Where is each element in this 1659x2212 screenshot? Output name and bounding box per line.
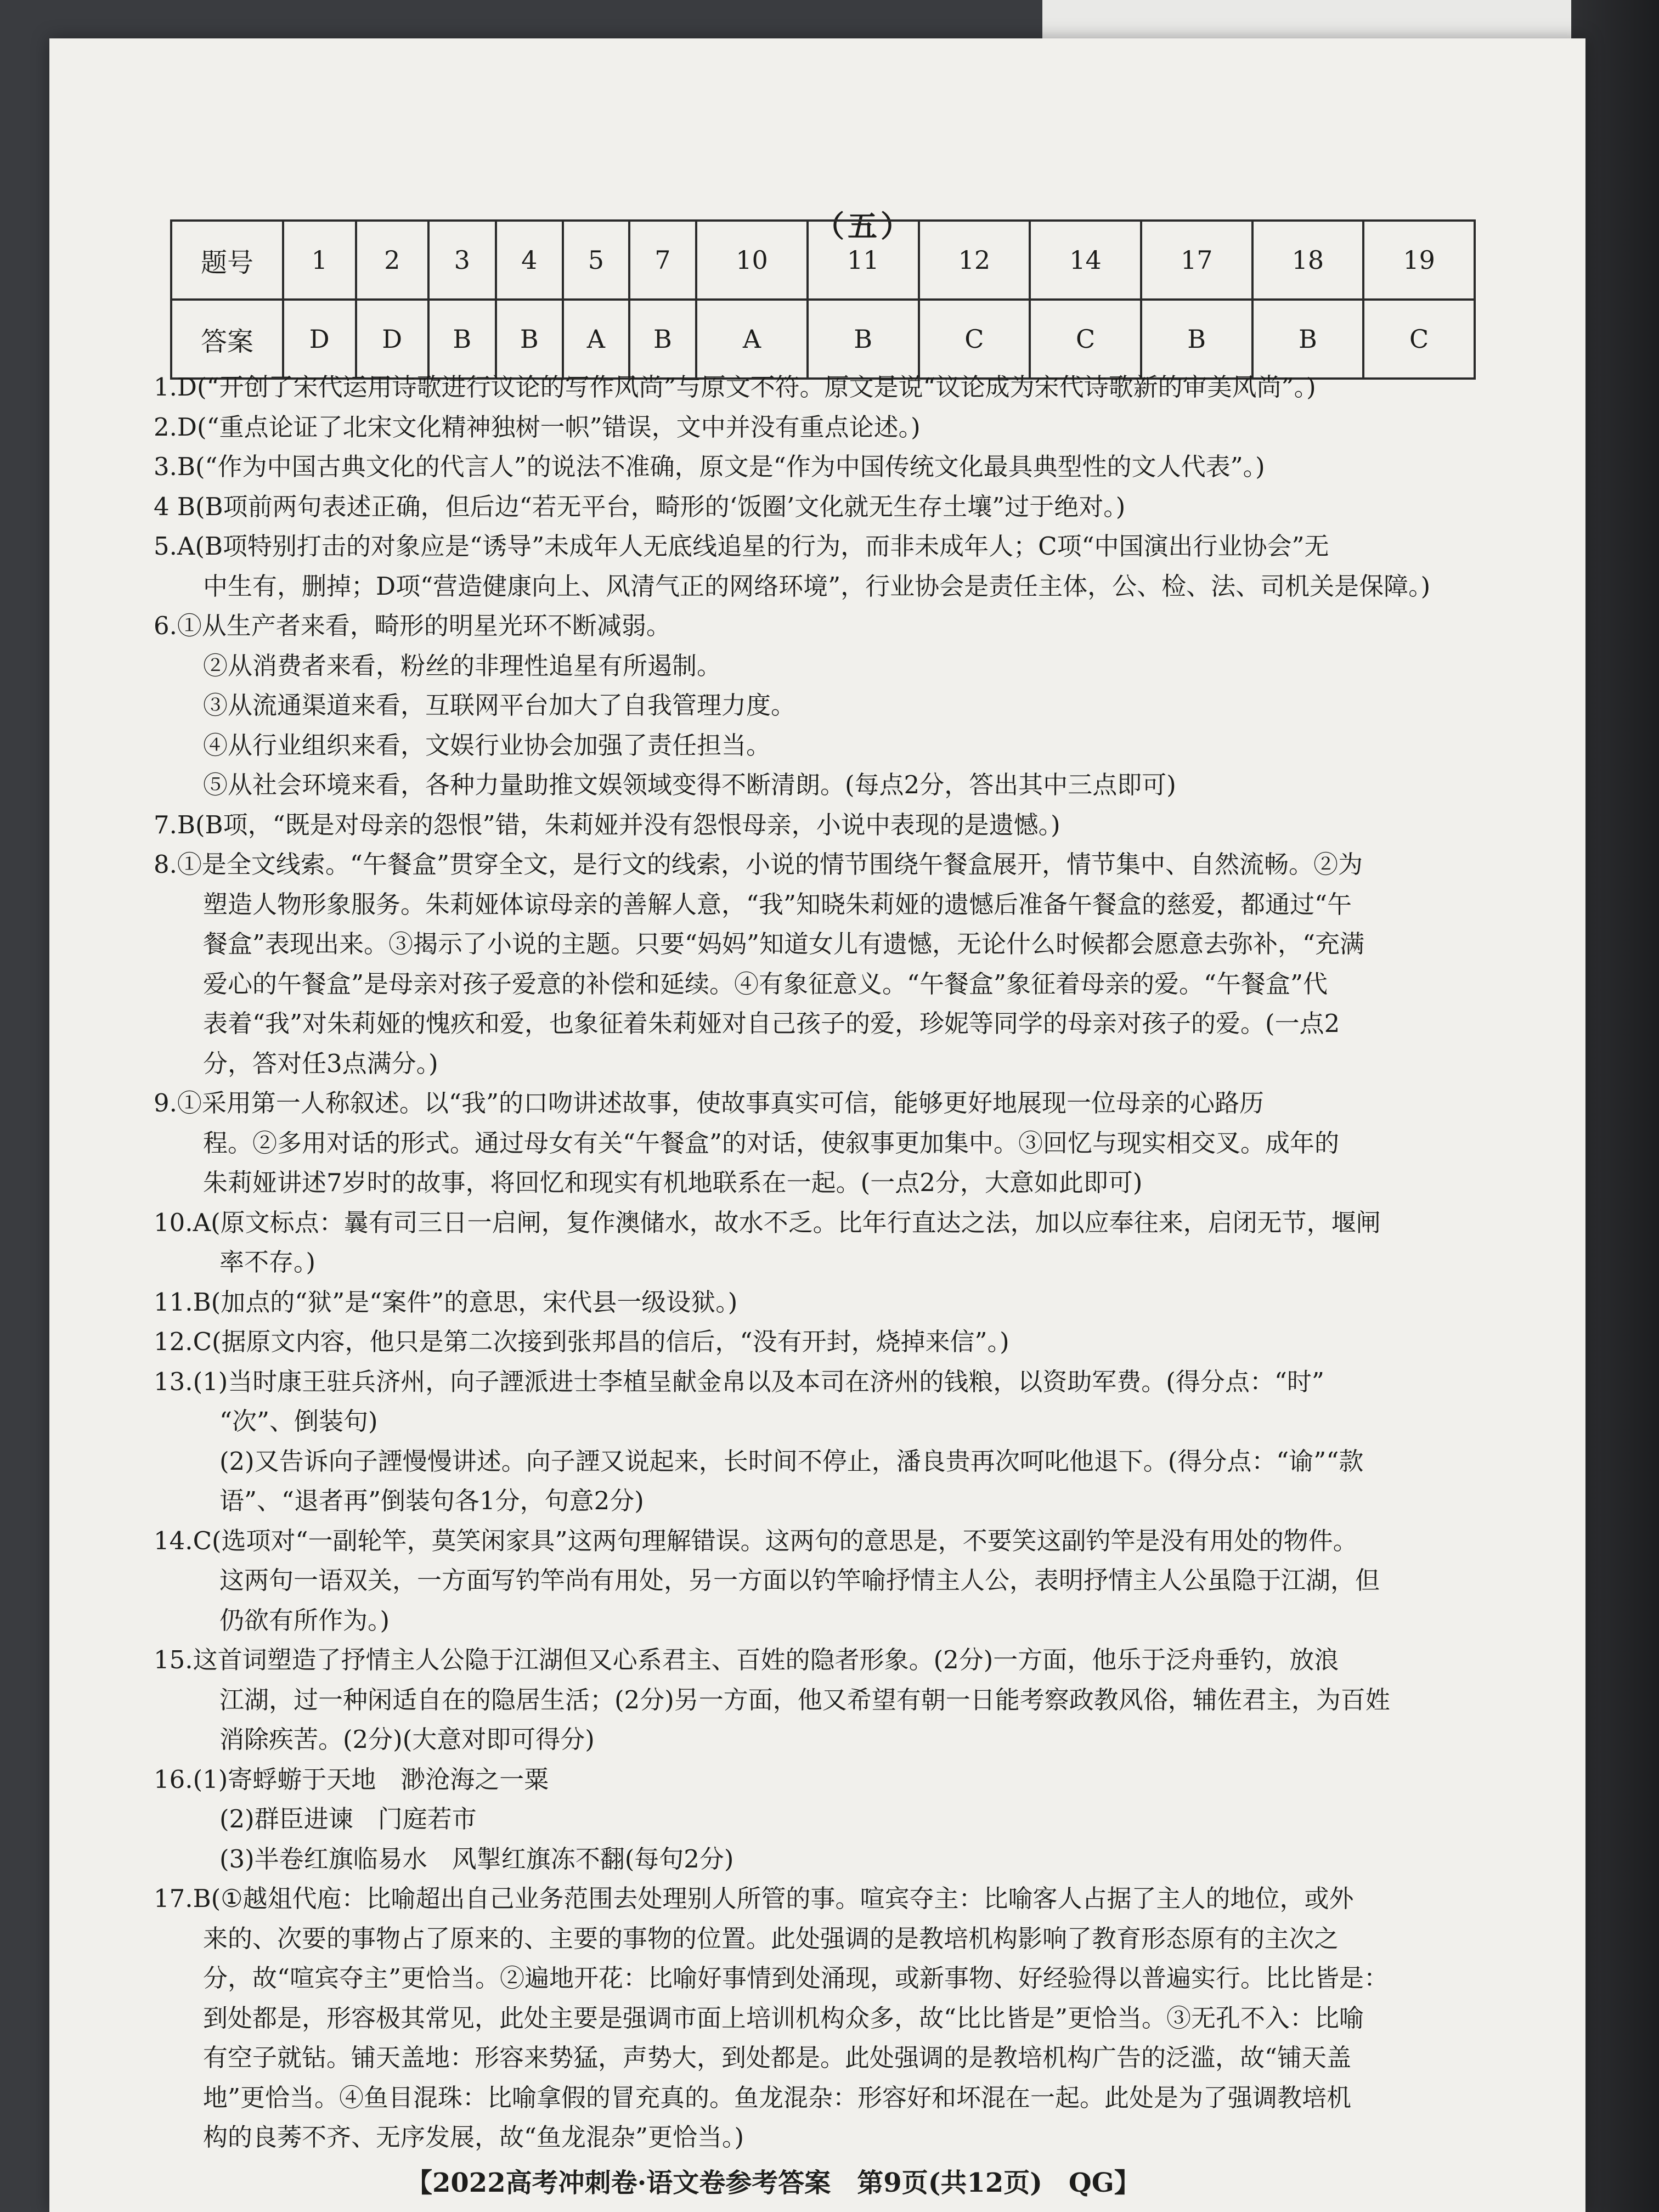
answer-cell: B bbox=[808, 300, 919, 379]
answer-text-line: 4 B(B项前两句表述正确，但后边“若无平台，畸形的‘饭圈’文化就无生存土壤”过于绝对。) bbox=[154, 492, 1126, 521]
answer-cell: D bbox=[283, 300, 356, 379]
answer-text-line: 3.B(“作为中国古典文化的代言人”的说法不准确，原文是“作为中国传统文化最具典型性的文人代表”。) bbox=[154, 452, 1265, 481]
answer-text-line: 语”、“退者再”倒装句各1分，句意2分) bbox=[219, 1486, 644, 1515]
answer-text-line: 餐盒”表现出来。③揭示了小说的主题。只要“妈妈”知道女儿有遗憾，无论什么时候都会愿意去弥补，“充满 bbox=[203, 929, 1365, 958]
page-footer: 【2022高考冲刺卷·语文卷参考答案 第9页(共12页) QG】 bbox=[406, 2168, 1141, 2198]
answer-text-line: 地”更恰当。④鱼目混珠：比喻拿假的冒充真的。鱼龙混杂：形容好和坏混在一起。此处是为了强调教培机 bbox=[203, 2083, 1352, 2112]
answer-text-line: 中生有，删掉；D项“营造健康向上、风清气正的网络环境”，行业协会是责任主体，公、检、法、司机关是保障。) bbox=[203, 571, 1431, 601]
answer-cell: D bbox=[356, 300, 429, 379]
answer-text-line: 1.D(“开创了宋代运用诗歌进行议论的写作风尚”与原文不符。原文是说“议论成为宋代诗歌新的审美风尚”。) bbox=[154, 373, 1316, 402]
answer-text-line: 表着“我”对朱莉娅的愧疚和爱，也象征着朱莉娅对自己孩子的爱，珍妮等同学的母亲对孩子的爱。(一点2 bbox=[203, 1009, 1340, 1038]
answer-text-line: 仍欲有所作为。) bbox=[219, 1605, 390, 1635]
question-number: 12 bbox=[919, 221, 1030, 300]
answer-text-line: (2)又告诉向子諲慢慢讲述。向子諲又说起来，长时间不停止，潘良贵再次呵叱他退下。(得分点：“谕”“款 bbox=[219, 1446, 1364, 1476]
answer-text-line: 朱莉娅讲述7岁时的故事，将回忆和现实有机地联系在一起。(一点2分，大意如此即可) bbox=[203, 1168, 1143, 1197]
answer-text-line: 5.A(B项特别打击的对象应是“诱导”未成年人无底线追星的行为，而非未成年人；C项“中国演出行业协会”无 bbox=[154, 532, 1329, 561]
question-number: 19 bbox=[1363, 221, 1475, 300]
row-label-question: 题号 bbox=[171, 221, 283, 300]
question-number-row bbox=[171, 221, 1475, 300]
answer-cell: A bbox=[563, 300, 629, 379]
answer-text-line: 6.①从生产者来看，畸形的明星光环不断减弱。 bbox=[154, 611, 671, 640]
question-number: 17 bbox=[1141, 221, 1252, 300]
answer-text-line: 有空子就钻。铺天盖地：形容来势猛，声势大，到处都是。此处强调的是教培机构广告的泛滥，故“铺天盖 bbox=[203, 2043, 1352, 2072]
question-number: 14 bbox=[1030, 221, 1141, 300]
question-number: 2 bbox=[356, 221, 429, 300]
answer-cell: B bbox=[1141, 300, 1252, 379]
question-number: 3 bbox=[428, 221, 496, 300]
answer-text-line: 江湖，过一种闲适自在的隐居生活；(2分)另一方面，他又希望有朝一日能考察政教风俗，辅佐君主，为百姓 bbox=[219, 1685, 1390, 1714]
answer-cell: B bbox=[496, 300, 563, 379]
answer-text-line: 17.B(①越俎代庖：比喻超出自己业务范围去处理别人所管的事。喧宾夺主：比喻客人占据了主人的地位，或外 bbox=[154, 1884, 1354, 1913]
section-title: （五） bbox=[815, 208, 913, 244]
answer-text-line: 13.(1)当时康王驻兵济州，向子諲派进士李植呈献金帛以及本司在济州的钱粮，以资助军费。(得分点：“时” bbox=[154, 1367, 1324, 1396]
answer-text-line: ②从消费者来看，粉丝的非理性追星有所遏制。 bbox=[203, 651, 722, 680]
answer-cell: B bbox=[629, 300, 697, 379]
answer-text-line: ⑤从社会环境来看，各种力量助推文娱领域变得不断清朗。(每点2分，答出其中三点即可) bbox=[203, 770, 1176, 799]
row-label-answer: 答案 bbox=[171, 300, 283, 379]
answer-cell: A bbox=[696, 300, 808, 379]
answer-text-line: 爱心的午餐盒”是母亲对孩子爱意的补偿和延续。④有象征意义。“午餐盒”象征着母亲的爱。“午餐盒”代 bbox=[203, 969, 1328, 998]
answer-cell: C bbox=[1030, 300, 1141, 379]
question-number: 10 bbox=[696, 221, 808, 300]
answer-text-line: 7.B(B项，“既是对母亲的怨恨”错，朱莉娅并没有怨恨母亲，小说中表现的是遗憾。) bbox=[154, 810, 1060, 839]
answer-text-line: 2.D(“重点论证了北宋文化精神独树一帜”错误，文中并没有重点论述。) bbox=[154, 412, 921, 442]
answer-text-line: 构的良莠不齐、无序发展，故“鱼龙混杂”更恰当。) bbox=[203, 2123, 744, 2152]
answer-cell: B bbox=[428, 300, 496, 379]
answer-text-line: 率不存。) bbox=[219, 1248, 316, 1277]
question-number: 4 bbox=[496, 221, 563, 300]
answer-text-line: 来的、次要的事物占了原来的、主要的事物的位置。此处强调的是教培机构影响了教育形态原有的主次之 bbox=[203, 1923, 1339, 1953]
answer-text-line: 8.①是全文线索。“午餐盒”贯穿全文，是行文的线索，小说的情节围绕午餐盒展开，情节集中、自然流畅。②为 bbox=[154, 850, 1363, 879]
answer-text-line: 到处都是，形容极其常见，此处主要是强调市面上培训机构众多，故“比比皆是”更恰当。③无孔不入：比喻 bbox=[203, 2003, 1364, 2033]
answer-text-line: 消除疾苦。(2分)(大意对即可得分) bbox=[219, 1725, 595, 1754]
question-number: 11 bbox=[808, 221, 919, 300]
answer-text-line: 15.这首词塑造了抒情主人公隐于江湖但又心系君主、百姓的隐者形象。(2分)一方面，他乐于泛舟垂钓，放浪 bbox=[154, 1645, 1339, 1674]
answer-text-line: ③从流通渠道来看，互联网平台加大了自我管理力度。 bbox=[203, 691, 796, 720]
answer-cell: C bbox=[1363, 300, 1475, 379]
question-number: 1 bbox=[283, 221, 356, 300]
answer-text-line: 11.B(加点的“狱”是“案件”的意思，宋代县一级设狱。) bbox=[154, 1287, 738, 1317]
answer-text-line: 10.A(原文标点：曩有司三日一启闸，复作澳储水，故水不乏。比年行直达之法，加以应奉往来，启闭无节，堰闸 bbox=[154, 1207, 1381, 1237]
answer-text-line: 16.(1)寄蜉蝣于天地 渺沧海之一粟 bbox=[154, 1764, 549, 1794]
answer-cell: B bbox=[1252, 300, 1364, 379]
answer-text-line: (3)半卷红旗临易水 风掣红旗冻不翻(每句2分) bbox=[219, 1844, 734, 1874]
answer-table bbox=[170, 219, 1476, 380]
answer-explanations bbox=[154, 368, 1536, 2158]
answer-row bbox=[171, 300, 1475, 379]
answer-text-line: 9.①采用第一人称叙述。以“我”的口吻讲述故事，使故事真实可信，能够更好地展现一位母亲的心路历 bbox=[154, 1088, 1264, 1118]
question-number: 7 bbox=[629, 221, 697, 300]
answer-text-line: “次”、倒装句) bbox=[219, 1407, 378, 1436]
answer-text-line: 塑造人物形象服务。朱莉娅体谅母亲的善解人意，“我”知晓朱莉娅的遗憾后准备午餐盒的慈爱，都通过“午 bbox=[203, 889, 1352, 919]
answer-text-line: 这两句一语双关，一方面写钓竿尚有用处，另一方面以钓竿喻抒情主人公，表明抒情主人公虽隐于江湖，但 bbox=[219, 1566, 1380, 1595]
answer-text-line: (2)群臣进谏 门庭若市 bbox=[219, 1804, 477, 1833]
answer-sheet-page bbox=[49, 38, 1585, 2212]
answer-text-line: 12.C(据原文内容，他只是第二次接到张邦昌的信后，“没有开封，烧掉来信”。) bbox=[154, 1327, 1009, 1356]
question-number: 18 bbox=[1252, 221, 1364, 300]
answer-text-line: 程。②多用对话的形式。通过母女有关“午餐盒”的对话，使叙事更加集中。③回忆与现实相交叉。成年的 bbox=[203, 1128, 1340, 1158]
question-number: 5 bbox=[563, 221, 629, 300]
answer-text-line: 分，答对任3点满分。) bbox=[203, 1048, 438, 1078]
answer-text-line: 分，故“喧宾夺主”更恰当。②遍地开花：比喻好事情到处涌现，或新事物、好经验得以普遍实行。比比皆是： bbox=[203, 1963, 1389, 1993]
answer-cell: C bbox=[919, 300, 1030, 379]
answer-text-line: 14.C(选项对“一副轮竿，莫笑闲家具”这两句理解错误。这两句的意思是，不要笑这副钓竿是没有用处的物件。 bbox=[154, 1526, 1358, 1555]
answer-text-line: ④从行业组织来看，文娱行业协会加强了责任担当。 bbox=[203, 730, 771, 760]
